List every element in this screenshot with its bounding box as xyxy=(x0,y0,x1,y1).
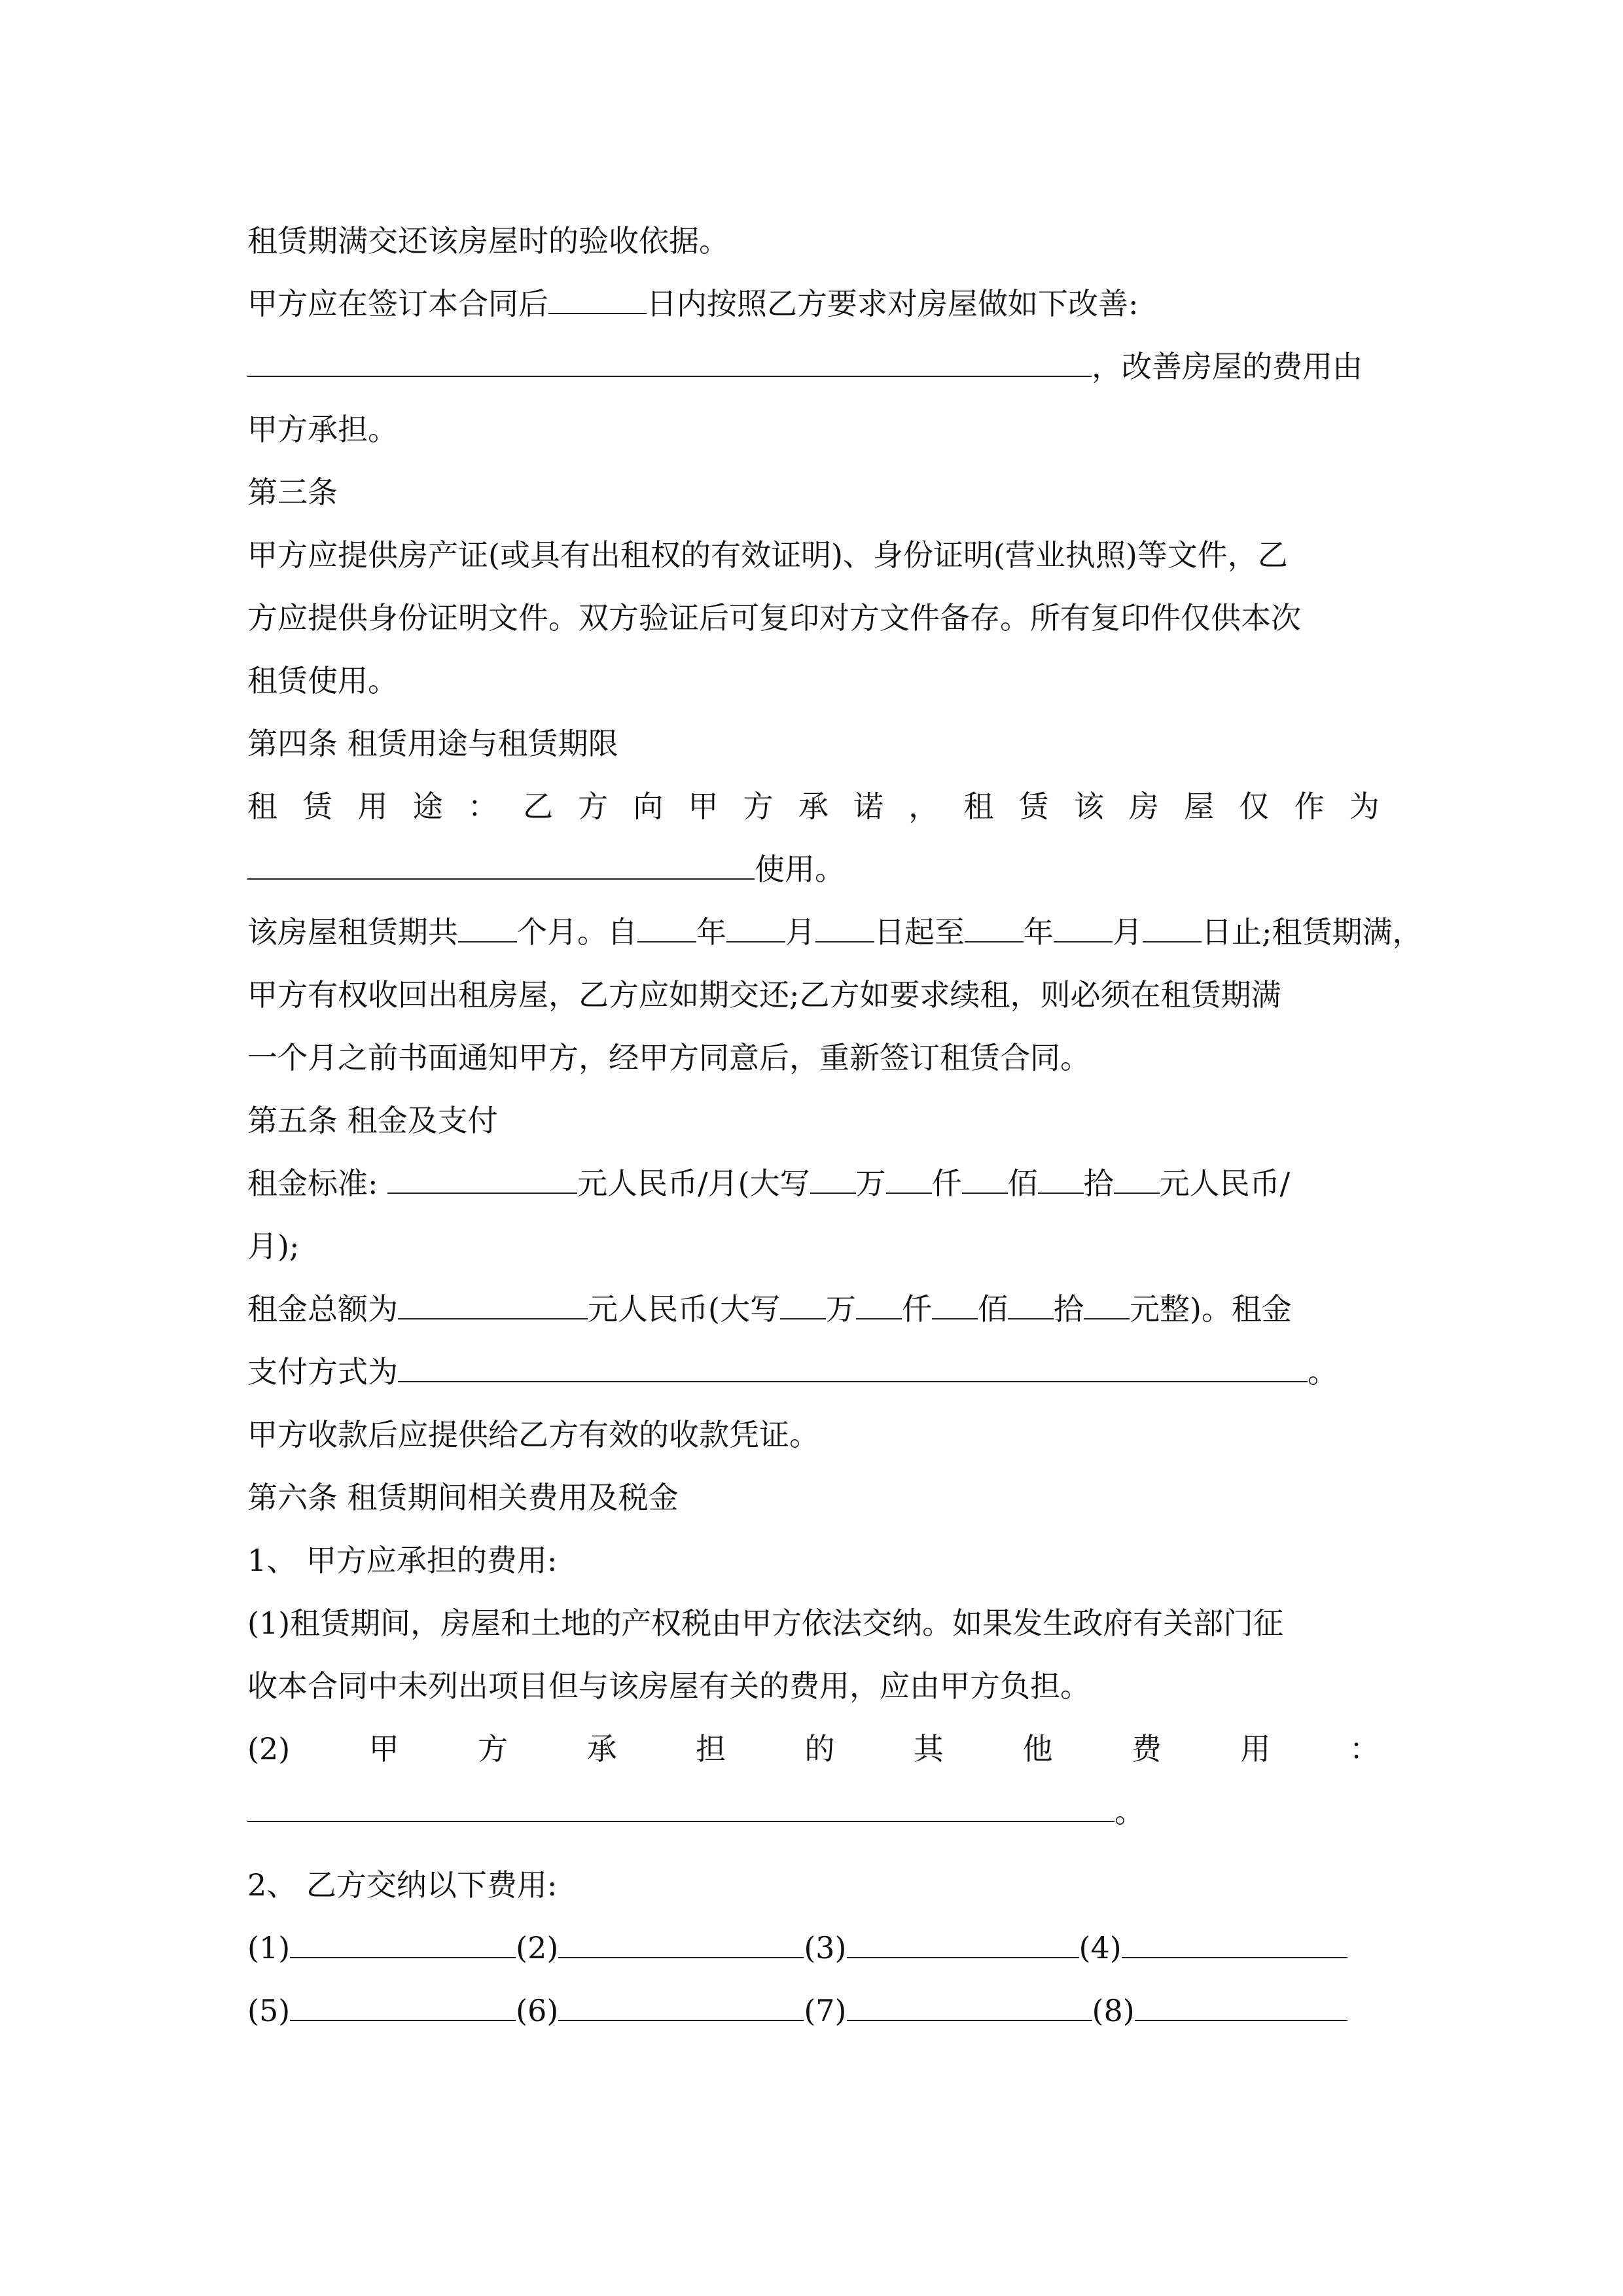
paragraph xyxy=(247,901,1423,963)
blank-fee[interactable] xyxy=(290,1994,516,2021)
blank-improvements[interactable] xyxy=(247,350,1092,377)
text: 1、 甲方应承担的费用: xyxy=(247,1543,558,1578)
paragraph xyxy=(247,1592,1380,1655)
char: 屋 xyxy=(1184,789,1215,824)
blank-wan[interactable] xyxy=(780,1292,826,1319)
blank-fee[interactable] xyxy=(847,1931,1079,1958)
text: 月 xyxy=(1113,914,1143,950)
blank-usage[interactable] xyxy=(247,852,755,880)
fee-row xyxy=(247,1916,1380,1979)
blank-shi[interactable] xyxy=(1038,1166,1084,1194)
blank-bai[interactable] xyxy=(962,1166,1008,1194)
blank-fee[interactable] xyxy=(1135,1994,1347,2021)
blank-start-year[interactable] xyxy=(637,915,696,942)
char: 该 xyxy=(1073,789,1104,824)
text: 第五条 租金及支付 xyxy=(247,1103,498,1138)
char: 的 xyxy=(804,1731,835,1767)
paragraph xyxy=(247,1780,1380,1843)
char: 用 xyxy=(1240,1731,1271,1767)
char: ， xyxy=(908,789,939,824)
text: 租金标准: xyxy=(247,1166,378,1201)
fee-label: (5) xyxy=(247,1993,291,2028)
paragraph xyxy=(247,649,1380,712)
text: 万 xyxy=(825,1291,856,1327)
blank-yuan[interactable] xyxy=(1114,1166,1160,1194)
paragraph xyxy=(247,838,1380,901)
blank-end-month[interactable] xyxy=(1054,915,1113,942)
text: 万 xyxy=(855,1166,886,1201)
text: ，改善房屋的费用由 xyxy=(1092,349,1363,384)
text: 拾 xyxy=(1083,1166,1114,1201)
char: 甲 xyxy=(368,1731,399,1767)
fee-label: (2) xyxy=(516,1930,559,1965)
text: 租金总额为 xyxy=(247,1291,398,1327)
char: 赁 xyxy=(302,789,333,824)
text: 收本合同中未列出项目但与该房屋有关的费用，应由甲方负担。 xyxy=(247,1668,1090,1704)
char: 担 xyxy=(696,1731,726,1767)
text: 支付方式为 xyxy=(247,1354,398,1390)
char: 途 xyxy=(412,789,443,824)
paragraph xyxy=(247,272,1380,335)
text: 元人民币/ xyxy=(1159,1166,1291,1201)
text: 甲方收款后应提供给乙方有效的收款凭证。 xyxy=(247,1417,819,1452)
paragraph xyxy=(247,1215,1380,1278)
char: 方 xyxy=(578,789,609,824)
paragraph xyxy=(247,398,1380,461)
paragraph-justified xyxy=(247,775,1380,838)
blank-fee[interactable] xyxy=(290,1931,516,1958)
text: 第三条 xyxy=(247,475,338,510)
text: 元整)。租金 xyxy=(1129,1291,1292,1327)
char: 承 xyxy=(586,1731,617,1767)
paragraph xyxy=(247,1340,1380,1403)
char: 甲 xyxy=(688,789,719,824)
fee-label: (6) xyxy=(516,1993,559,2028)
paragraph xyxy=(247,209,1380,272)
text: 。 xyxy=(1115,1794,1145,1829)
text: 年 xyxy=(696,914,726,950)
paragraph xyxy=(247,524,1380,586)
paragraph xyxy=(247,586,1380,649)
fee-label: (3) xyxy=(804,1930,847,1965)
char: 其 xyxy=(913,1731,944,1767)
blank-rent-amount[interactable] xyxy=(387,1166,577,1194)
blank-end-day[interactable] xyxy=(1143,915,1202,942)
fee-label: (4) xyxy=(1079,1930,1122,1965)
char: 租 xyxy=(963,789,994,824)
blank-months[interactable] xyxy=(458,915,517,942)
char: 仅 xyxy=(1239,789,1270,824)
fee-row xyxy=(247,1979,1380,2042)
paragraph xyxy=(247,1278,1380,1340)
blank-fee[interactable] xyxy=(558,1931,804,1958)
text: 日起至 xyxy=(874,914,965,950)
char: 方 xyxy=(743,789,774,824)
blank-fee[interactable] xyxy=(1122,1931,1347,1958)
char: ： xyxy=(1349,1731,1380,1767)
paragraph-justified xyxy=(247,1717,1380,1780)
blank-yuan[interactable] xyxy=(1084,1292,1130,1319)
char: 乙 xyxy=(522,789,553,824)
text: 元人民币(大写 xyxy=(588,1291,780,1327)
article-heading xyxy=(247,712,1380,775)
article-heading xyxy=(247,1466,1380,1529)
blank-other-fees[interactable] xyxy=(247,1795,1115,1822)
text: 第四条 租赁用途与租赁期限 xyxy=(247,726,618,761)
char: 租 xyxy=(247,789,277,824)
text: 个月。自 xyxy=(517,914,637,950)
blank-days[interactable] xyxy=(548,287,647,314)
paragraph xyxy=(247,963,1380,1026)
char: 向 xyxy=(633,789,664,824)
text: 仟 xyxy=(931,1166,962,1201)
paragraph xyxy=(247,1655,1380,1717)
text: 租赁使用。 xyxy=(247,663,398,698)
text: 租赁期满交还该房屋时的验收依据。 xyxy=(247,223,729,259)
char: 房 xyxy=(1129,789,1159,824)
blank-bai[interactable] xyxy=(932,1292,978,1319)
char: 费 xyxy=(1131,1731,1162,1767)
text: 月); xyxy=(247,1229,300,1264)
blank-fee[interactable] xyxy=(847,1994,1092,2021)
fee-label: (7) xyxy=(804,1993,847,2028)
paragraph xyxy=(247,1026,1380,1089)
char: 他 xyxy=(1022,1731,1053,1767)
text: 。 xyxy=(1308,1354,1338,1390)
article-heading xyxy=(247,1089,1380,1152)
text: 甲方有权收回出租房屋，乙方应如期交还;乙方如要求续租，则必须在租赁期满 xyxy=(247,977,1281,1013)
paragraph xyxy=(247,1403,1380,1466)
char: 诺 xyxy=(853,789,884,824)
char: 承 xyxy=(798,789,829,824)
text: 佰 xyxy=(977,1291,1008,1327)
paragraph xyxy=(247,335,1380,398)
contract-page xyxy=(247,209,1423,2042)
text: (1)租赁期间，房屋和土地的产权税由甲方依法交纳。如果发生政府有关部门征 xyxy=(247,1605,1284,1641)
blank-qian[interactable] xyxy=(856,1292,902,1319)
list-item xyxy=(247,1529,1380,1592)
blank-wan[interactable] xyxy=(810,1166,856,1194)
text: 甲方应在签订本合同后 xyxy=(247,286,548,321)
text: 佰 xyxy=(1007,1166,1038,1201)
blank-total-amount[interactable] xyxy=(398,1292,588,1319)
blank-start-month[interactable] xyxy=(726,915,785,942)
char: 用 xyxy=(357,789,388,824)
text: 年 xyxy=(1024,914,1054,950)
text: 日止;租赁期满， xyxy=(1202,914,1423,950)
char: 方 xyxy=(478,1731,508,1767)
text: 元人民币/月(大写 xyxy=(577,1166,810,1201)
text: 一个月之前书面通知甲方，经甲方同意后，重新签订租赁合同。 xyxy=(247,1040,1090,1075)
text: 日内按照乙方要求对房屋做如下改善: xyxy=(647,286,1139,321)
list-item xyxy=(247,1854,1380,1916)
text: 2、 乙方交纳以下费用: xyxy=(247,1867,558,1903)
char: ： xyxy=(467,789,498,824)
text: 甲方应提供房产证(或具有出租权的有效证明)、身份证明(营业执照)等文件，乙 xyxy=(247,537,1288,573)
text: 仟 xyxy=(901,1291,932,1327)
text: 方应提供身份证明文件。双方验证后可复印对方文件备存。所有复印件仅供本次 xyxy=(247,600,1301,636)
blank-payment-method[interactable] xyxy=(398,1355,1308,1382)
blank-qian[interactable] xyxy=(886,1166,932,1194)
text: 使用。 xyxy=(755,852,845,887)
text: 该房屋租赁期共 xyxy=(247,914,458,950)
blank-fee[interactable] xyxy=(558,1994,804,2021)
fee-label: (8) xyxy=(1092,1993,1135,2028)
text: 拾 xyxy=(1053,1291,1084,1327)
char: 为 xyxy=(1349,789,1380,824)
paragraph xyxy=(247,1152,1380,1215)
blank-end-year[interactable] xyxy=(965,915,1024,942)
fee-label: (1) xyxy=(247,1930,291,1965)
char: 赁 xyxy=(1018,789,1049,824)
text: 第六条 租赁期间相关费用及税金 xyxy=(247,1480,679,1515)
text: 月 xyxy=(785,914,815,950)
blank-start-day[interactable] xyxy=(815,915,874,942)
blank-shi[interactable] xyxy=(1008,1292,1054,1319)
article-heading xyxy=(247,461,1380,524)
char: (2) xyxy=(247,1731,291,1767)
char: 作 xyxy=(1294,789,1325,824)
text: 甲方承担。 xyxy=(247,412,398,447)
